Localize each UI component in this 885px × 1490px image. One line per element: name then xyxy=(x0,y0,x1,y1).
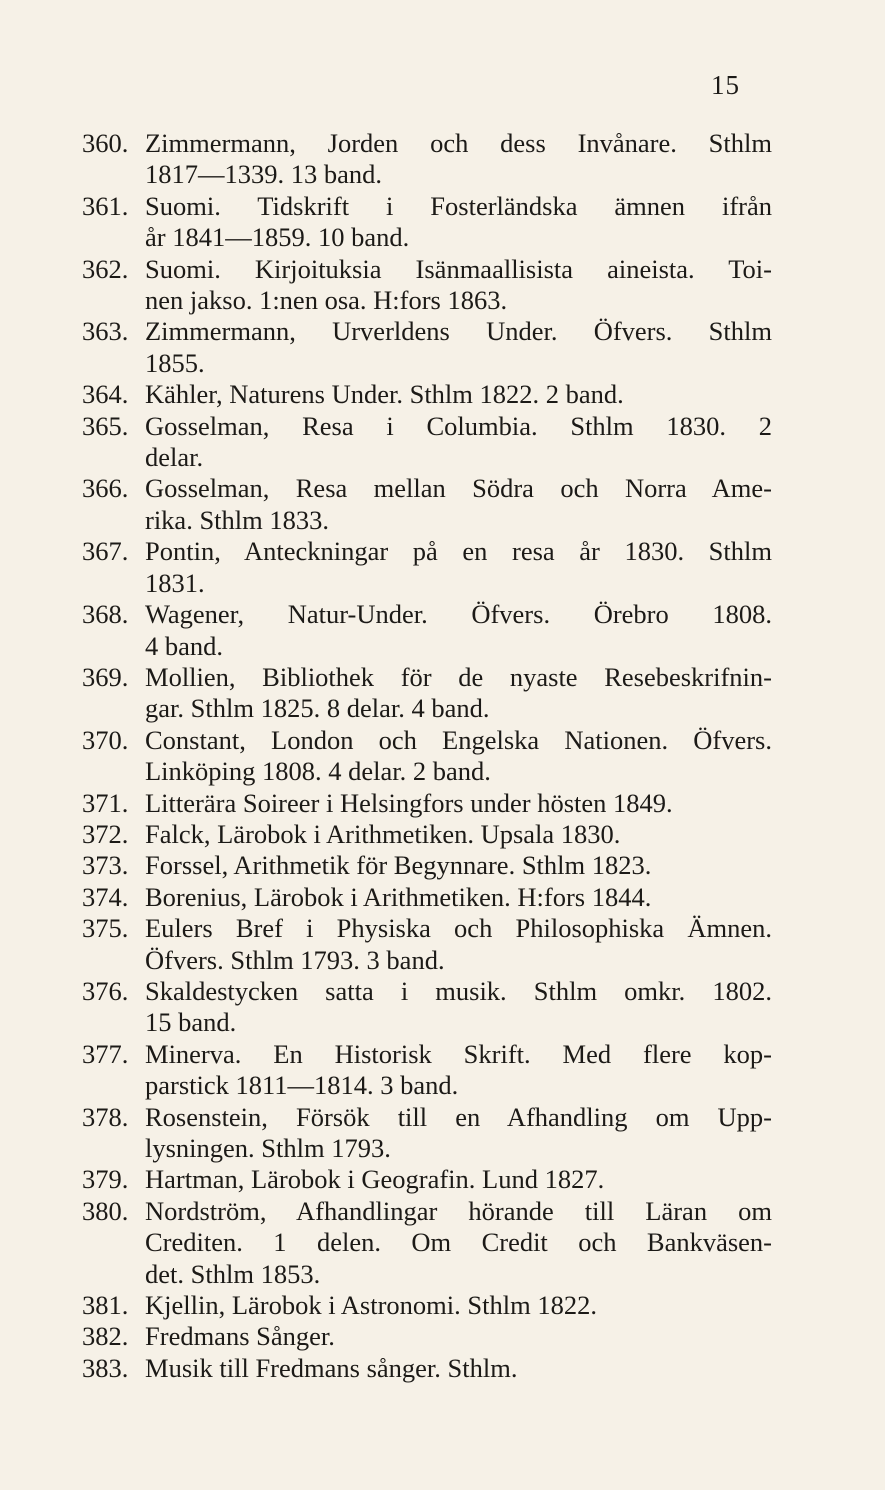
entry-line: Mollien, Bibliothek för de nyaste Resebeskrifnin- xyxy=(145,661,772,692)
catalog-entry xyxy=(82,662,772,725)
entry-number: 369. xyxy=(82,661,129,692)
entry-number: 366. xyxy=(82,473,129,504)
entry-text xyxy=(145,128,772,191)
entry-text xyxy=(145,1196,772,1290)
entry-text xyxy=(145,1039,772,1102)
entry-line: Kjellin, Lärobok i Astronomi. Sthlm 1822. xyxy=(145,1290,597,1321)
catalog-entry xyxy=(82,128,772,191)
entry-line: Zimmermann, Urverldens Under. Öfvers. Sthlm xyxy=(145,316,772,347)
entry-line: 1855. xyxy=(145,347,205,378)
entry-line: Eulers Bref i Physiska och Philosophiska Ämnen. xyxy=(145,913,772,944)
entry-number: 372. xyxy=(82,818,129,849)
entry-number: 365. xyxy=(82,410,129,441)
entry-number: 371. xyxy=(82,787,129,818)
entry-line: Zimmermann, Jorden och dess Invånare. Sthlm xyxy=(145,128,772,158)
entry-line: nen jakso. 1:nen osa. H:fors 1863. xyxy=(145,285,508,316)
catalog-entry xyxy=(82,379,772,410)
entry-text xyxy=(145,191,772,254)
page-number: 15 xyxy=(711,70,740,100)
entry-text xyxy=(145,882,772,913)
catalog-entry xyxy=(82,1321,772,1352)
entry-line: Minerva. En Historisk Skrift. Med flere kop- xyxy=(145,1038,772,1069)
catalog-entry xyxy=(82,316,772,379)
catalog-entry xyxy=(82,536,772,599)
entry-line: Wagener, Natur-Under. Öfvers. Örebro 1808. xyxy=(145,599,772,630)
entry-line: Borenius, Lärobok i Arithmetiken. H:fors 1844. xyxy=(145,881,652,912)
entry-line: Linköping 1808. 4 delar. 2 band. xyxy=(145,756,491,787)
entry-text xyxy=(145,1102,772,1165)
entry-line: Gosselman, Resa i Columbia. Sthlm 1830. 2 xyxy=(145,410,772,441)
entry-line: det. Sthlm 1853. xyxy=(145,1258,321,1289)
entry-number: 378. xyxy=(82,1101,129,1132)
entry-line: Musik till Fredmans sånger. Sthlm. xyxy=(145,1352,518,1383)
entry-line: gar. Sthlm 1825. 8 delar. 4 band. xyxy=(145,693,490,724)
catalog-entry xyxy=(82,1039,772,1102)
entry-number: 370. xyxy=(82,724,129,755)
catalog-entry xyxy=(82,473,772,536)
entry-text xyxy=(145,536,772,599)
entry-line: Rosenstein, Försök till en Afhandling om Upp- xyxy=(145,1101,772,1132)
catalog-entry xyxy=(82,1196,772,1290)
entry-text xyxy=(145,379,772,410)
entry-number: 376. xyxy=(82,975,129,1006)
entry-text xyxy=(145,913,772,976)
entry-text xyxy=(145,976,772,1039)
entry-number: 361. xyxy=(82,190,129,221)
catalog-entry xyxy=(82,788,772,819)
entry-number: 374. xyxy=(82,881,129,912)
entry-line: 1817—1339. 13 band. xyxy=(145,159,383,190)
entry-line: Nordström, Afhandlingar hörande till Läran om xyxy=(145,1195,772,1226)
entry-line: Falck, Lärobok i Arithmetiken. Upsala 1830. xyxy=(145,818,621,849)
catalog-entry xyxy=(82,254,772,317)
catalog-entry xyxy=(82,1164,772,1195)
catalog-entry xyxy=(82,819,772,850)
entry-text xyxy=(145,725,772,788)
catalog-entry xyxy=(82,411,772,474)
entry-text xyxy=(145,850,772,881)
entry-number: 382. xyxy=(82,1321,129,1352)
catalog-entry xyxy=(82,1353,772,1384)
catalog-entry xyxy=(82,1102,772,1165)
entry-number: 363. xyxy=(82,316,129,347)
catalog-entry xyxy=(82,976,772,1039)
entry-line: 4 band. xyxy=(145,630,224,661)
entry-line: Gosselman, Resa mellan Södra och Norra Ame- xyxy=(145,473,772,504)
entry-line: Pontin, Anteckningar på en resa år 1830. Sthlm xyxy=(145,536,772,567)
entry-text xyxy=(145,1164,772,1195)
catalog-list xyxy=(82,128,772,1384)
entry-number: 360. xyxy=(82,128,129,158)
catalog-entry xyxy=(82,725,772,788)
entry-line: Hartman, Lärobok i Geografin. Lund 1827. xyxy=(145,1164,605,1195)
catalog-entry xyxy=(82,599,772,662)
entry-number: 377. xyxy=(82,1038,129,1069)
entry-text xyxy=(145,1290,772,1321)
entry-number: 368. xyxy=(82,599,129,630)
entry-number: 383. xyxy=(82,1352,129,1383)
entry-text xyxy=(145,254,772,317)
catalog-entry xyxy=(82,913,772,976)
entry-line: 15 band. xyxy=(145,1007,237,1038)
entry-line: Fredmans Sånger. xyxy=(145,1321,335,1352)
entry-number: 380. xyxy=(82,1195,129,1226)
entry-line: Litterära Soireer i Helsingfors under hösten 1849. xyxy=(145,787,673,818)
catalog-entry xyxy=(82,882,772,913)
entry-line: delar. xyxy=(145,442,204,473)
entry-number: 367. xyxy=(82,536,129,567)
entry-text xyxy=(145,788,772,819)
entry-number: 364. xyxy=(82,379,129,410)
entry-text xyxy=(145,662,772,725)
entry-text xyxy=(145,473,772,536)
entry-line: rika. Sthlm 1833. xyxy=(145,504,330,535)
catalog-entry xyxy=(82,191,772,254)
entry-line: 1831. xyxy=(145,567,205,598)
entry-line: Crediten. 1 delen. Om Credit och Bankväsen- xyxy=(145,1227,772,1258)
entry-number: 381. xyxy=(82,1290,129,1321)
entry-line: år 1841—1859. 10 band. xyxy=(145,222,410,253)
entry-line: Skaldestycken satta i musik. Sthlm omkr. 1802. xyxy=(145,975,772,1006)
entry-text xyxy=(145,599,772,662)
entry-line: lysningen. Sthlm 1793. xyxy=(145,1133,391,1163)
entry-line: Constant, London och Engelska Nationen. Öfvers. xyxy=(145,724,772,755)
entry-text xyxy=(145,1353,772,1384)
catalog-entry xyxy=(82,1290,772,1321)
entry-line: Forssel, Arithmetik för Begynnare. Sthlm 1823. xyxy=(145,850,652,881)
entry-text xyxy=(145,819,772,850)
entry-number: 373. xyxy=(82,850,129,881)
entry-number: 375. xyxy=(82,913,129,944)
entry-text xyxy=(145,1321,772,1352)
entry-text xyxy=(145,316,772,379)
entry-line: Kähler, Naturens Under. Sthlm 1822. 2 band. xyxy=(145,379,624,410)
entry-line: Suomi. Kirjoituksia Isänmaallisista aineista. Toi- xyxy=(145,253,772,284)
entry-line: Suomi. Tidskrift i Fosterländska ämnen ifrån xyxy=(145,190,772,221)
entry-number: 362. xyxy=(82,253,129,284)
entry-line: parstick 1811—1814. 3 band. xyxy=(145,1070,459,1101)
entry-text xyxy=(145,411,772,474)
entry-number: 379. xyxy=(82,1164,129,1195)
catalog-entry xyxy=(82,850,772,881)
entry-line: Öfvers. Sthlm 1793. 3 band. xyxy=(145,944,445,975)
